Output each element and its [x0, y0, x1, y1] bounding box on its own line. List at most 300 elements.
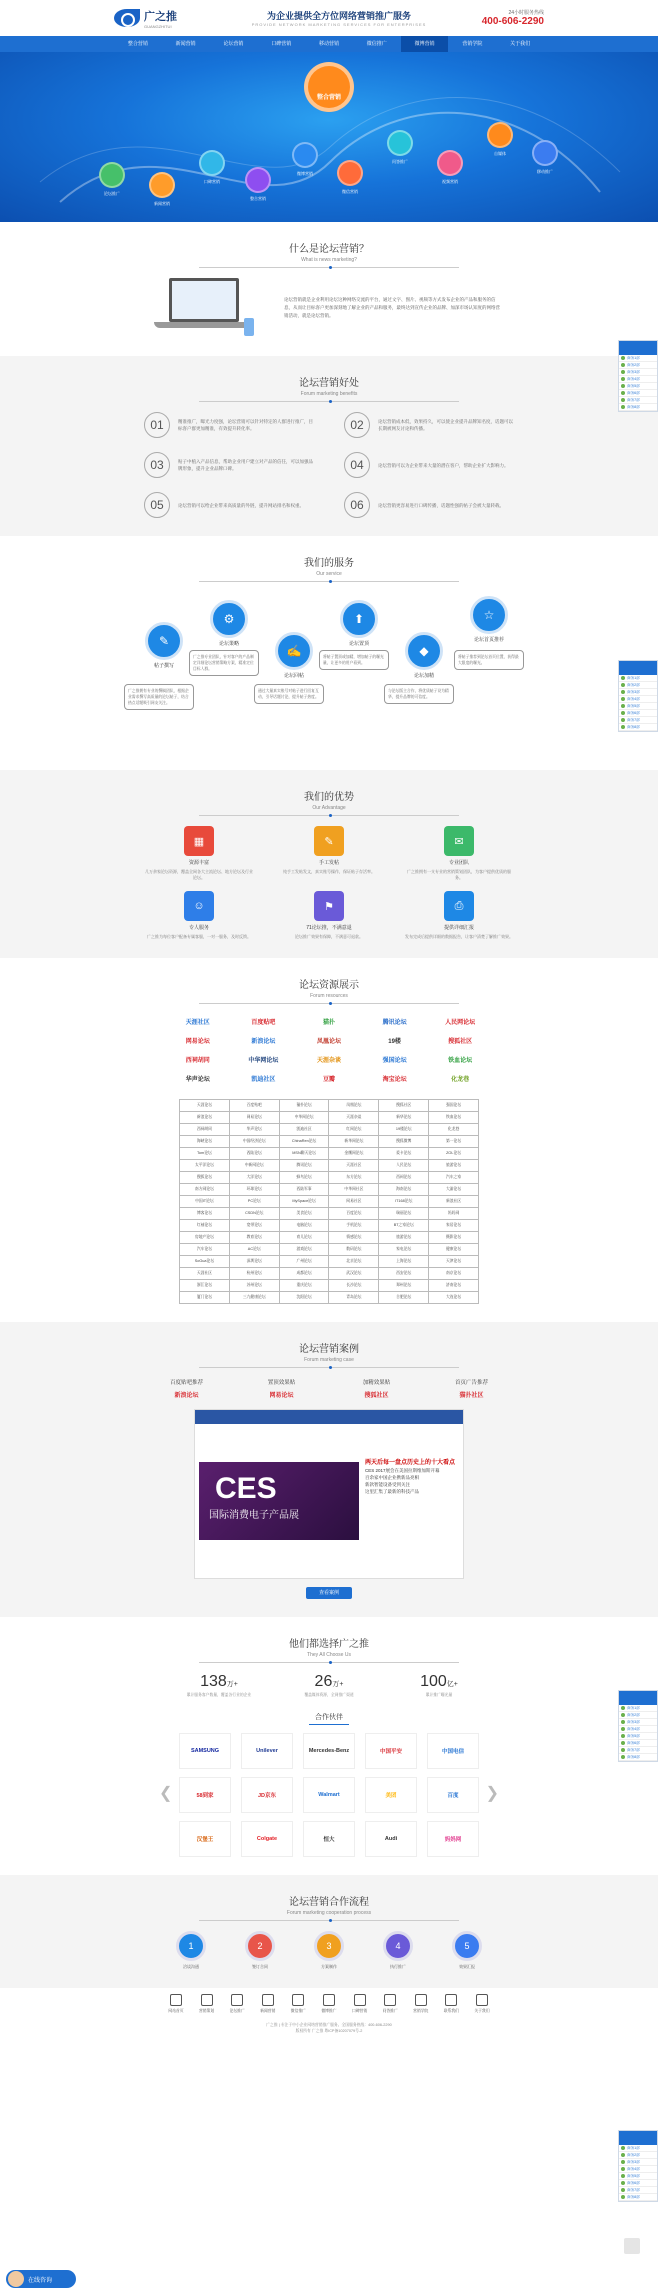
- side-qq-item[interactable]: 商务3部: [619, 1719, 657, 1726]
- resource-cell: 大渝论坛: [429, 1184, 479, 1196]
- partner-logo: Audi: [365, 1821, 417, 1857]
- advantage-item: [404, 891, 514, 940]
- resource-cell: 搜狐论坛: [180, 1172, 230, 1184]
- resource-cell: 家居论坛: [429, 1220, 479, 1232]
- service-label: 论坛首页推荐: [473, 637, 504, 643]
- resource-cell: 腾讯论坛: [279, 1160, 329, 1172]
- side-qq-header: [619, 341, 657, 355]
- resource-row: [180, 1232, 479, 1244]
- resource-cell: 电脑论坛: [279, 1220, 329, 1232]
- resource-cell: 重庆论坛: [279, 1280, 329, 1292]
- partner-logo: 58到家: [179, 1777, 231, 1813]
- process-step-label: 洽谈沟通: [183, 1964, 199, 1969]
- process-step-icon: 3: [314, 1931, 344, 1961]
- footer-nav-item[interactable]: [286, 1994, 310, 2014]
- resource-logo[interactable]: 百度贴吧: [251, 1019, 276, 1026]
- resource-logo[interactable]: 豆瓣: [322, 1076, 335, 1083]
- resource-cell: 太平洋论坛: [180, 1160, 230, 1172]
- resource-row: [180, 1148, 479, 1160]
- benefit-item: [144, 492, 314, 518]
- banner-node-icon: [387, 130, 413, 156]
- footer-nav-item[interactable]: [378, 1994, 402, 2014]
- section-subtitle: Forum marketing benefits: [300, 391, 358, 397]
- side-qq-item[interactable]: 商务5部: [619, 703, 657, 710]
- side-qq-item[interactable]: 商务6部: [619, 1740, 657, 1747]
- side-qq-item[interactable]: 商务2部: [619, 362, 657, 369]
- service-label: 论坛加精: [413, 673, 434, 679]
- side-qq-item[interactable]: 商务5部: [619, 2173, 657, 2180]
- case-tab[interactable]: [139, 1378, 234, 1399]
- case-screenshot[interactable]: [194, 1409, 464, 1579]
- section-subtitle: Forum marketing cooperation process: [286, 1910, 372, 1916]
- side-qq-item[interactable]: 商务6部: [619, 2180, 657, 2187]
- carousel-prev-icon[interactable]: ❮: [159, 1785, 173, 1802]
- qq-status-icon: [621, 2167, 625, 2171]
- resource-cell: 旅游论坛: [429, 1160, 479, 1172]
- side-qq-item[interactable]: 商务8部: [619, 404, 657, 411]
- resource-cell: 青岛论坛: [329, 1292, 379, 1304]
- qq-status-icon: [621, 2188, 625, 2192]
- partners-title: 合作伙伴: [315, 1714, 343, 1721]
- resource-row: [180, 1124, 479, 1136]
- process-step: [307, 1931, 351, 1970]
- banner-center-badge: 整合营销: [304, 62, 354, 112]
- qq-status-icon: [621, 1706, 625, 1710]
- resource-cell: 化龙巷: [429, 1124, 479, 1136]
- section-subtitle: They All Choose Us: [307, 1652, 351, 1658]
- resource-cell: 宽带论坛: [229, 1220, 279, 1232]
- nav-item[interactable]: 论坛营销: [223, 41, 244, 47]
- resource-cell: 新浪社区: [429, 1196, 479, 1208]
- side-qq-item[interactable]: 商务7部: [619, 397, 657, 404]
- resource-cell: 东方论坛: [329, 1172, 379, 1184]
- banner-node[interactable]: [527, 140, 563, 175]
- service-item[interactable]: [134, 622, 194, 669]
- view-case-button[interactable]: 查看案例: [306, 1587, 352, 1599]
- benefit-text: 论坛营销更容易进行口碑传播，话题性强的帖子会被大量转载。: [378, 502, 504, 508]
- case-tab[interactable]: [424, 1378, 519, 1399]
- online-consult-button[interactable]: 在线咨询: [6, 2270, 76, 2288]
- footer-nav-item[interactable]: [348, 1994, 372, 2014]
- resource-cell: 汽车之家: [429, 1172, 479, 1184]
- side-qq-item[interactable]: 商务8部: [619, 1754, 657, 1761]
- side-qq-item[interactable]: 商务4部: [619, 1726, 657, 1733]
- benefit-text: 论坛营销可以给企业带来高质量的外链，提升网站排名和权重。: [178, 502, 304, 508]
- advantage-name: 71论坛推，不满意退: [306, 925, 352, 931]
- resource-cell: 美食论坛: [279, 1208, 329, 1220]
- footer-nav-label: 口碑营销: [351, 2009, 368, 2013]
- resource-cell: 第一论坛: [429, 1136, 479, 1148]
- qq-status-icon: [621, 1720, 625, 1724]
- qq-status-icon: [621, 356, 625, 360]
- resource-cell: 手机论坛: [329, 1220, 379, 1232]
- resource-logo[interactable]: 华声论坛: [185, 1076, 210, 1083]
- advantage-name: 专业团队: [448, 860, 469, 866]
- partner-logo: 百度: [427, 1777, 479, 1813]
- section-subtitle: Forum resources: [310, 993, 348, 999]
- case-tab-logo: 网易论坛: [269, 1393, 294, 1399]
- case-tab[interactable]: [234, 1378, 329, 1399]
- banner-node-label: 微信营销: [342, 189, 358, 194]
- advantage-name: 资源丰富: [188, 860, 209, 866]
- qq-status-icon: [621, 384, 625, 388]
- banner-node-icon: [337, 160, 363, 186]
- resource-logo[interactable]: 19楼: [388, 1038, 401, 1045]
- resource-cell: 西安论坛: [379, 1268, 429, 1280]
- carousel-next-icon[interactable]: ❯: [485, 1785, 499, 1802]
- resource-cell: 蜂鸟论坛: [279, 1172, 329, 1184]
- service-icon: ☆: [470, 596, 508, 634]
- side-qq-item[interactable]: 商务2部: [619, 1712, 657, 1719]
- banner-node-icon: [245, 167, 271, 193]
- laptop-illustration: [154, 278, 254, 338]
- advantage-item: [274, 826, 384, 881]
- qq-status-icon: [621, 370, 625, 374]
- resource-cell: 百度贴吧: [229, 1100, 279, 1112]
- resource-logo[interactable]: 腾讯论坛: [382, 1019, 407, 1026]
- resource-cell: ZOL论坛: [429, 1148, 479, 1160]
- resource-cell: 中国IT论坛: [180, 1196, 230, 1208]
- stat-desc: 累计服务客户数量，覆盖各行业的企业: [186, 1693, 252, 1697]
- banner-node-icon: [437, 150, 463, 176]
- resource-cell: 广州论坛: [279, 1256, 329, 1268]
- resource-logo[interactable]: 网易论坛: [185, 1038, 210, 1045]
- footer-nav-item[interactable]: [164, 1994, 188, 2014]
- qq-status-icon: [621, 398, 625, 402]
- footer-nav-item[interactable]: [256, 1994, 280, 2014]
- banner-node[interactable]: [382, 130, 418, 165]
- case-shot-small: 国际消费电子产品展: [209, 1510, 299, 1521]
- partner-logo: SAMSUNG: [179, 1733, 231, 1769]
- qq-status-icon: [621, 676, 625, 680]
- banner-node-icon: [292, 142, 318, 168]
- benefit-item: [344, 412, 514, 438]
- resource-logo[interactable]: 凤凰论坛: [316, 1038, 341, 1045]
- resource-cell: 凯迪社区: [279, 1124, 329, 1136]
- footer-nav-item[interactable]: [195, 1994, 219, 2014]
- service-desc: 广之推拥有专业的撰稿团队，根据企业需求撰写高质量的论坛帖子，结合热点话题吸引网友关注。: [124, 684, 194, 710]
- benefit-number: 04: [344, 452, 370, 478]
- resource-logo[interactable]: 西祠胡同: [185, 1057, 210, 1064]
- resource-row: [180, 1196, 479, 1208]
- resource-logo[interactable]: 天涯社区: [185, 1019, 210, 1026]
- side-qq-item[interactable]: 商务2部: [619, 2152, 657, 2159]
- resource-cell: 西陆军事: [279, 1184, 329, 1196]
- banner-node[interactable]: [432, 150, 468, 185]
- banner-node-icon: [487, 122, 513, 148]
- qq-status-icon: [621, 711, 625, 715]
- side-qq-item[interactable]: 商务6部: [619, 390, 657, 397]
- side-qq-item[interactable]: 商务1部: [619, 675, 657, 682]
- nav-item[interactable]: 微博营销: [401, 36, 449, 52]
- footer-nav-item[interactable]: [317, 1994, 341, 2014]
- banner-node-icon: [532, 140, 558, 166]
- case-tab-label: 百度贴吧推荐: [169, 1380, 203, 1386]
- slogan: [224, 9, 454, 27]
- advantage-desc: 广之推拥有一支专业的营销策划团队，为客户提供优质的服务。: [407, 869, 511, 880]
- resource-cell: 华声论坛: [229, 1124, 279, 1136]
- banner-node-label: 论坛推广: [104, 191, 120, 196]
- footer-nav-label: 关于我们: [474, 2009, 490, 2013]
- section-title: 论坛营销好处: [299, 378, 359, 389]
- resource-logo[interactable]: 搜狐社区: [448, 1038, 473, 1045]
- footer-nav-item[interactable]: [439, 1994, 463, 2014]
- resource-logo[interactable]: 淘宝论坛: [382, 1076, 407, 1083]
- resource-cell: 西陆论坛: [229, 1148, 279, 1160]
- qq-status-icon: [621, 690, 625, 694]
- service-item[interactable]: [329, 600, 389, 647]
- resource-cell: 长沙论坛: [329, 1280, 379, 1292]
- service-desc: 将帖子置顶或加精，增加帖子的曝光量，让更多的用户看到。: [319, 650, 389, 670]
- side-qq-item[interactable]: 商务5部: [619, 1733, 657, 1740]
- resource-cell: AC论坛: [229, 1244, 279, 1256]
- resource-cell: 网易论坛: [229, 1112, 279, 1124]
- nav-item[interactable]: 整合营销: [127, 41, 148, 47]
- section-title: 论坛营销合作流程: [289, 1897, 369, 1908]
- section-subtitle: What is news marketing?: [301, 257, 357, 263]
- resource-cell: 南方网论坛: [180, 1184, 230, 1196]
- resource-cell: 红网论坛: [329, 1124, 379, 1136]
- side-qq-item[interactable]: 商务2部: [619, 682, 657, 689]
- copyright-line1: 广之推 | 专注于中小企业网络营销推广服务。全国服务热线：400-606-2290: [266, 2023, 392, 2027]
- resource-logo[interactable]: 中华网论坛: [248, 1057, 279, 1064]
- service-icon: ⬆: [340, 600, 378, 638]
- resource-cell: 教育论坛: [229, 1232, 279, 1244]
- footer-nav-item[interactable]: [470, 1994, 494, 2014]
- footer-nav-label: 营销策划: [199, 2009, 215, 2013]
- nav-item[interactable]: 微信推广: [366, 41, 387, 47]
- footer-nav-icon: [170, 1994, 182, 2006]
- advantage-icon: ▦: [184, 826, 214, 856]
- resource-cell: 红袖论坛: [180, 1220, 230, 1232]
- side-qq-item[interactable]: 商务4部: [619, 2166, 657, 2173]
- resource-cell: 北京论坛: [329, 1256, 379, 1268]
- slogan-sub: PROVIDE NETWORK MARKETING SERVICES FOR ENTERPRISES: [251, 22, 427, 27]
- case-tab-logo: 搜狐社区: [364, 1393, 389, 1399]
- resource-cell: 三九健康论坛: [229, 1292, 279, 1304]
- nav-item[interactable]: 口碑营销: [271, 41, 292, 47]
- case-shot-line: 新款智能设备受到关注: [365, 1482, 410, 1487]
- qq-status-icon: [621, 1748, 625, 1752]
- side-qq-item[interactable]: 商务1部: [619, 1705, 657, 1712]
- section-whatis: [0, 222, 658, 356]
- copyright: [0, 2014, 658, 2058]
- partner-logo: 中国电信: [427, 1733, 479, 1769]
- resource-logo[interactable]: 猫扑: [322, 1019, 335, 1026]
- service-desc: 通过大量真实账号对帖子进行回复互动，引导话题讨论，提升帖子热度。: [254, 684, 324, 704]
- benefit-number: 03: [144, 452, 170, 478]
- section-title: 他们都选择广之推: [289, 1639, 369, 1650]
- advantage-desc: 发布完成后提供详细的数据报告，让客户清楚了解推广效果。: [405, 934, 513, 939]
- side-qq-item[interactable]: 商务1部: [619, 355, 657, 362]
- case-shot-big: CES: [215, 1472, 277, 1505]
- qq-status-icon: [621, 725, 625, 729]
- resource-row: [180, 1136, 479, 1148]
- resource-cell: 金鹰网论坛: [329, 1148, 379, 1160]
- service-item[interactable]: [264, 632, 324, 679]
- resource-cell: 瑞丽论坛: [379, 1208, 429, 1220]
- resource-cell: 猫扑论坛: [279, 1100, 329, 1112]
- banner-node[interactable]: [287, 142, 323, 177]
- service-item[interactable]: [199, 600, 259, 647]
- resource-cell: PC论坛: [229, 1196, 279, 1208]
- side-qq-item[interactable]: 商务8部: [619, 724, 657, 731]
- resource-cell: 博客论坛: [180, 1208, 230, 1220]
- process-step: [238, 1931, 282, 1970]
- nav-item[interactable]: 移动营销: [319, 41, 340, 47]
- qq-status-icon: [621, 2195, 625, 2199]
- qq-status-icon: [621, 683, 625, 687]
- service-item[interactable]: [459, 596, 519, 643]
- footer-nav-item[interactable]: [409, 1994, 433, 2014]
- advantage-icon: ⎙: [444, 891, 474, 921]
- qq-status-icon: [621, 1741, 625, 1745]
- section-title: 什么是论坛营销？: [289, 244, 369, 255]
- logo[interactable]: [114, 8, 224, 29]
- resource-logo[interactable]: 天涯杂谈: [316, 1057, 341, 1064]
- stat-item: [164, 1673, 274, 1698]
- resource-logo[interactable]: 凯迪社区: [251, 1076, 276, 1083]
- side-qq-item[interactable]: 商务8部: [619, 2194, 657, 2201]
- resource-cell: 成都论坛: [279, 1268, 329, 1280]
- qq-status-icon: [621, 697, 625, 701]
- process-step-label: 执行推广: [390, 1964, 406, 1969]
- resource-cell: 摄影论坛: [429, 1232, 479, 1244]
- resource-cell: 家电论坛: [379, 1244, 429, 1256]
- logo-text: 广之推: [144, 10, 177, 23]
- hotline-label: 24小时服务热线: [508, 10, 544, 16]
- side-qq-item[interactable]: 商务7部: [619, 717, 657, 724]
- qq-status-icon: [621, 704, 625, 708]
- partner-logo: Unilever: [241, 1733, 293, 1769]
- qq-status-icon: [621, 377, 625, 381]
- qq-status-icon: [621, 2181, 625, 2185]
- benefit-item: [344, 492, 514, 518]
- nav-item[interactable]: 新闻营销: [175, 41, 196, 47]
- qq-status-icon: [621, 1727, 625, 1731]
- stat-unit: 万+: [226, 1681, 238, 1688]
- resource-cell: 海南论坛: [379, 1184, 429, 1196]
- side-qq-item[interactable]: 商务3部: [619, 369, 657, 376]
- service-item[interactable]: [394, 632, 454, 679]
- banner-node-label: 自媒体: [494, 151, 506, 156]
- process-step: [169, 1931, 213, 1970]
- side-qq-item[interactable]: 商务6部: [619, 710, 657, 717]
- footer-nav-icon: [354, 1994, 366, 2006]
- side-qq-item[interactable]: 商务3部: [619, 2159, 657, 2166]
- side-qq-item[interactable]: 商务5部: [619, 383, 657, 390]
- side-qq-item[interactable]: 商务7部: [619, 1747, 657, 1754]
- banner-node[interactable]: [332, 160, 368, 195]
- advantage-item: [404, 826, 514, 881]
- service-desc: 广之推专业团队，针对客户的产品制定详细论坛营销策略方案，精准定位目标人群。: [189, 650, 259, 676]
- banner-node[interactable]: [240, 167, 276, 202]
- nav-item[interactable]: 营销学院: [462, 41, 483, 47]
- side-qq-item[interactable]: 商务3部: [619, 689, 657, 696]
- banner-node[interactable]: [144, 172, 180, 207]
- resource-cell: 旅游论坛: [379, 1232, 429, 1244]
- advantage-name: 手工发帖: [318, 860, 339, 866]
- back-to-top-icon[interactable]: [624, 2238, 640, 2254]
- resource-cell: 爱卡论坛: [379, 1148, 429, 1160]
- section-subtitle: Forum marketing case: [304, 1357, 354, 1363]
- resource-logo[interactable]: 新浪论坛: [251, 1038, 276, 1045]
- resource-cell: 大连论坛: [429, 1292, 479, 1304]
- resource-logo[interactable]: 铁血论坛: [448, 1057, 473, 1064]
- qq-status-icon: [621, 2153, 625, 2157]
- advantage-icon: ✉: [444, 826, 474, 856]
- case-tab[interactable]: [329, 1378, 424, 1399]
- partners-carousel: [159, 1733, 499, 1857]
- resource-cell: Tom论坛: [180, 1148, 230, 1160]
- advantage-desc: 论坛推广效果有保障，不满意可退款。: [295, 934, 363, 939]
- banner-node[interactable]: [482, 122, 518, 157]
- resource-logo[interactable]: 化龙巷: [451, 1076, 470, 1083]
- footer-nav-label: 网站首页: [168, 2009, 184, 2013]
- side-qq-item[interactable]: 商务4部: [619, 696, 657, 703]
- resource-row: [180, 1172, 479, 1184]
- advantage-desc: 几万余家论坛资源，覆盖全网各大主流论坛、地方论坛及行业论坛。: [145, 869, 253, 880]
- section-cases: [0, 1322, 658, 1617]
- resource-cell: 中新网论坛: [229, 1160, 279, 1172]
- case-tab-logo: 猫扑社区: [459, 1393, 484, 1399]
- resource-cell: 西祠胡同: [180, 1124, 230, 1136]
- resource-row: [180, 1112, 479, 1124]
- resource-cell: 天津论坛: [429, 1256, 479, 1268]
- resource-cell: 深圳论坛: [229, 1256, 279, 1268]
- nav-item[interactable]: 关于我们: [510, 41, 531, 47]
- resource-logo[interactable]: 人民网论坛: [445, 1019, 476, 1026]
- footer-nav-item[interactable]: [225, 1994, 249, 2014]
- partner-logo: Colgate: [241, 1821, 293, 1857]
- resource-logo[interactable]: 强国论坛: [382, 1057, 407, 1064]
- process-step-icon: 2: [245, 1931, 275, 1961]
- resource-cell: 中国经济论坛: [229, 1136, 279, 1148]
- service-icon: ✍: [275, 632, 313, 670]
- banner-node-label: 整合营销: [250, 196, 266, 201]
- benefit-number: 05: [144, 492, 170, 518]
- resource-row: [180, 1184, 479, 1196]
- banner-node[interactable]: [194, 150, 230, 185]
- advantage-desc: 纯手工发帖发文，真实账号操作，保证帖子存活率。: [283, 869, 375, 874]
- resource-cell: 合肥论坛: [379, 1292, 429, 1304]
- advantage-icon: ✎: [314, 826, 344, 856]
- service-label: 论坛置顶: [348, 641, 369, 647]
- banner-node[interactable]: [94, 162, 130, 197]
- side-qq-item[interactable]: 商务1部: [619, 2145, 657, 2152]
- advantage-icon: ☺: [184, 891, 214, 921]
- resource-row: [180, 1292, 479, 1304]
- resource-row: [180, 1280, 479, 1292]
- resource-cell: MSN聊天论坛: [279, 1148, 329, 1160]
- header: [0, 0, 658, 36]
- partner-logo: 妈妈网: [427, 1821, 479, 1857]
- side-qq-panel: [618, 1690, 658, 1762]
- stat-number: 100亿+: [420, 1673, 458, 1690]
- section-subtitle: Our Advantage: [312, 805, 346, 811]
- side-qq-item[interactable]: 商务7部: [619, 2187, 657, 2194]
- resource-cell: 上海论坛: [379, 1256, 429, 1268]
- section-resources: [0, 958, 658, 1322]
- resource-cell: 天涯杂谈: [329, 1112, 379, 1124]
- stat-unit: 亿+: [446, 1681, 458, 1688]
- partner-logo: Walmart: [303, 1777, 355, 1813]
- stat-number: 26万+: [314, 1673, 344, 1690]
- section-title: 论坛营销案例: [299, 1344, 359, 1355]
- resource-cell: 苏州论坛: [229, 1280, 279, 1292]
- side-qq-item[interactable]: 商务4部: [619, 376, 657, 383]
- process-step: [376, 1931, 420, 1970]
